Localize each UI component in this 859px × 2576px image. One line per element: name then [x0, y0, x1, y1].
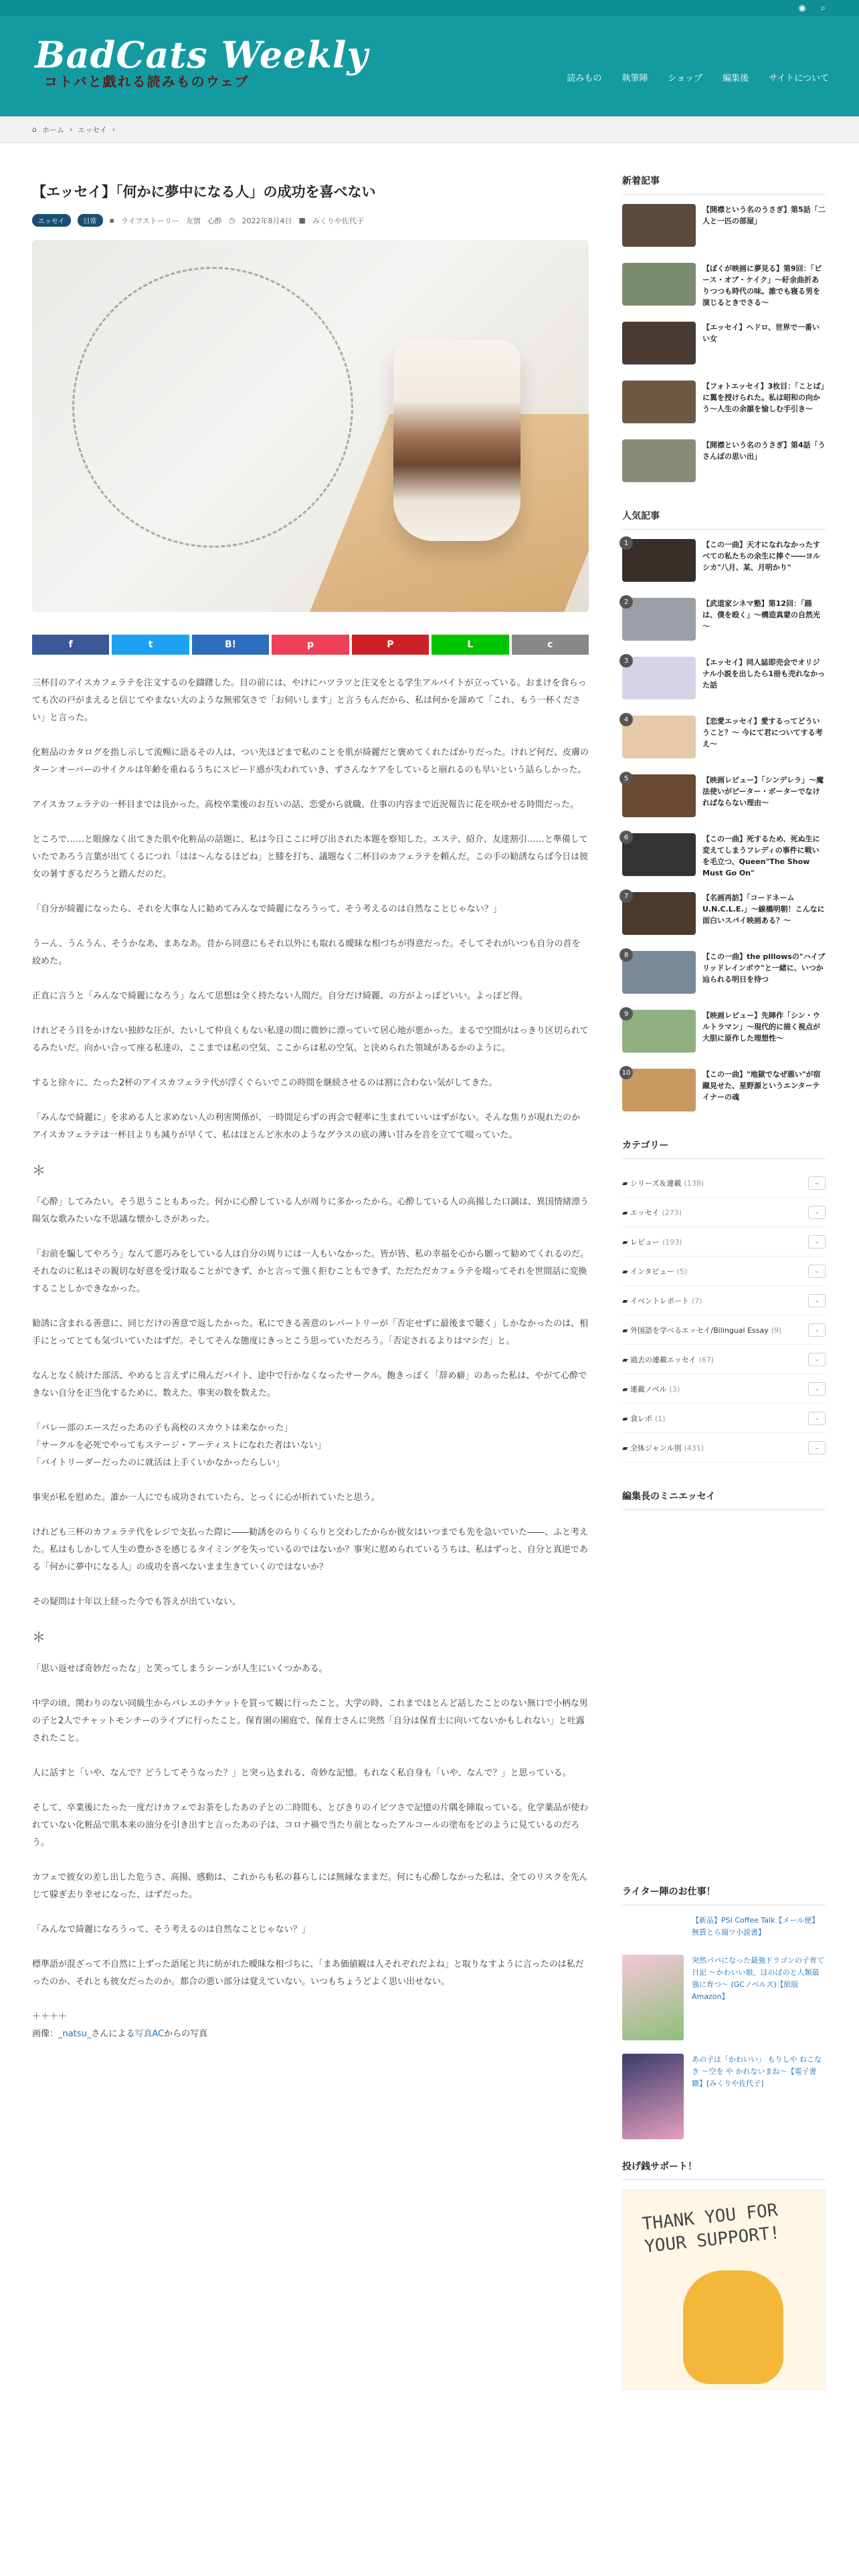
- rank-badge: 5: [619, 772, 633, 785]
- rank-badge: 7: [619, 889, 633, 903]
- post-title: 【名画再訪】「コードネーム U.N.C.L.E.」～線橋明朝！こんなに面白いスパイ映画ある？～: [702, 893, 825, 925]
- nav-item-reading[interactable]: 読みもの: [567, 74, 602, 84]
- sidebar: [622, 174, 826, 2390]
- category-count: (431): [684, 1443, 704, 1453]
- new-posts-list: [622, 204, 826, 489]
- post-thumbnail: [622, 1010, 696, 1053]
- folder-icon: ▰: [622, 1237, 630, 1247]
- logo-title: BadCats Weekly: [35, 33, 369, 76]
- category-tag[interactable]: 日常: [78, 214, 103, 227]
- paragraph: 勧誘に含まれる善意に、同じだけの善意で返したかった。私にできる善意のレパートリーが「否定せずに最後まで聴く」しかなかったのは、相手にとってとても気づいていたはずだ。そしてそんな態度にきっとこう思っていただろう。「否定されるよりはマシだ」と。: [32, 1319, 589, 1346]
- main-content: [32, 174, 589, 2060]
- post-title: 【恋愛エッセイ】愛するってどういうこと？～ 今にて君についてする考え～: [702, 717, 823, 748]
- list-item[interactable]: [622, 892, 826, 942]
- category-label: [622, 1295, 702, 1306]
- post-title: 【この一曲】天才になれなかったすべての私たちの余生に捧ぐ――ヨルシカ"八月、某、月明かり": [702, 540, 820, 572]
- chevron-down-icon[interactable]: ⌄: [808, 1382, 826, 1396]
- paragraph: カフェで彼女の差し出した危うさ、高揚、感動は、これからも私の暮らしには無縁なままだ。何にも心酔しなかった私は、全てのリスクを先んじて躱ぎ去り幸せになった、はずだった。: [32, 1872, 588, 1900]
- post-title: 【開襟という名のうさぎ】第5話「二人と一匹の部屋」: [702, 205, 826, 225]
- post-title: 【武道家シネマ塾】第12回：「踊は、僕を殴く」～構造真蒙の自然光～: [702, 599, 820, 631]
- paragraph: アイスカフェラテの一杯目までは良かった。高校卒業後のお互いの話、恋愛から就職、仕事の内容まで近況報告に花を咲かせる時間だった。: [32, 800, 579, 810]
- category-item[interactable]: [622, 1168, 826, 1198]
- folder-icon: ▰: [622, 1384, 630, 1394]
- paragraph: 「バレー部のエースだったあの子も高校のスカウトは来なかった」 「サークルを必死でやってもステージ・アーティストになれた者はいない」 「バイトリーダーだったのに就活は上手くいかなかったらしい」: [32, 1423, 326, 1468]
- category-item[interactable]: [622, 1286, 826, 1315]
- section-divider: ＊: [32, 1162, 45, 1178]
- list-item[interactable]: [622, 539, 826, 588]
- chevron-down-icon[interactable]: ⌄: [808, 1353, 826, 1366]
- rank-badge: 3: [619, 654, 633, 667]
- category-count: (7): [691, 1296, 702, 1305]
- paragraph: すると徐々に、たった2杯のアイスカフェラテ代が浮くぐらいでこの時間を継続させるのは割に合わない気がしてきた。: [32, 1078, 498, 1088]
- list-item[interactable]: [622, 1010, 826, 1059]
- paragraph: 「思い返せば奇妙だったな」と笑ってしまうシーンが人生にいくつかある。: [32, 1664, 328, 1674]
- folder-icon: ▰: [622, 1355, 630, 1364]
- category-list: [622, 1168, 826, 1463]
- post-title: 【エッセイ】同人誌即売会でオリジナル小説を出したら1冊も売れなかった話: [702, 658, 826, 689]
- nav-item-about[interactable]: サイトについて: [769, 74, 829, 84]
- list-item[interactable]: [622, 657, 826, 706]
- post-title: 【映画レビュー】先陣作「シン・ウルトラマン」～現代的に描く視点が大胆に原作した理想性～: [702, 1011, 820, 1043]
- list-item[interactable]: [622, 322, 826, 371]
- paragraph: 事実が私を慰めた。誰か一人にでも成功されていたら、とっくに心が折れていたと思う。: [32, 1493, 380, 1503]
- rank-badge: 6: [619, 831, 633, 844]
- pocket-share-button[interactable]: p: [272, 635, 349, 655]
- post-thumbnail: [622, 539, 696, 582]
- author-name[interactable]: みくりや佐代子: [312, 216, 364, 225]
- rank-badge: 9: [619, 1007, 633, 1021]
- logo-subtitle: コトバと戯れる読みものウェブ: [44, 74, 250, 90]
- category-count: (193): [662, 1237, 682, 1247]
- list-item[interactable]: [622, 951, 826, 1000]
- popular-posts-list: [622, 539, 826, 1118]
- line-share-button[interactable]: L: [432, 635, 508, 655]
- list-item[interactable]: [622, 1915, 826, 1941]
- paragraph: 「お前を騙してやろう」なんて悪巧みをしている人は自分の周りには一人もいなかった。皆が皆、私の幸福を心から願って勧めてくれるのだ。それなのに私はその親切な好意を受け取ることができず、かと言って強く拒むこともできず、ただただカフェラテを啜ってそれを世間話に変換することしかできなかった。: [32, 1249, 589, 1294]
- keyword-tag[interactable]: 心酔: [207, 216, 222, 225]
- hatena-share-button[interactable]: B!: [192, 635, 269, 655]
- writer-works-heading: ライター陣のお仕事！: [622, 1885, 826, 1905]
- folder-icon: ▰: [622, 1178, 630, 1188]
- category-name: エッセイ: [630, 1208, 660, 1217]
- rank-badge: 2: [619, 595, 633, 609]
- paragraph: 「心酔」してみたい。そう思うこともあった。何かに心酔している人が周りに多かったから。心酔している人の高揚した口調は、異国情緒漂う陽気な歌みたいな不思議な懐かしさがあった。: [32, 1197, 589, 1224]
- chevron-down-icon[interactable]: ⌄: [808, 1294, 826, 1307]
- rss-icon[interactable]: ◉: [798, 3, 806, 13]
- post-thumbnail: [622, 774, 696, 817]
- home-icon: ⌂: [32, 125, 37, 134]
- list-item[interactable]: [622, 716, 826, 765]
- category-label: [622, 1384, 680, 1394]
- eyecatch-image: [32, 240, 589, 612]
- book-cover: [622, 1915, 684, 1941]
- book-cover: [622, 2054, 684, 2139]
- folder-icon: ▰: [622, 1296, 630, 1305]
- thank-you-text: THANK YOU FOR YOUR SUPPORT!: [641, 2200, 781, 2258]
- leaf-decoration: [72, 267, 353, 548]
- author-icon: ■: [298, 216, 306, 225]
- category-label: [622, 1207, 682, 1218]
- keyword-tag[interactable]: ライフストーリー: [120, 216, 179, 225]
- paragraph: 標準語が混ざって不自然に上ずった語尾と共に紡がれた曖昧な相づちに、「まあ価値観は人それぞれだよね」と取りなすように言ったのは私だったのか、それとも彼女だったのか。都合の悪い部分は覚えていない。いつもちょうどよく思い出せない。: [32, 1959, 584, 1987]
- category-count: (273): [662, 1208, 682, 1217]
- tip-heading: 投げ銭サポート！: [622, 2159, 826, 2180]
- post-thumbnail: [622, 598, 696, 641]
- post-thumbnail: [622, 263, 696, 306]
- chevron-down-icon[interactable]: ⌄: [808, 1265, 826, 1278]
- post-title: 【ぼくが映画に夢見る】第9回：「ピース・オブ・ケイク」～紆余曲折ありつつも時代の味。誰でも寝る男を演じるときでさる～: [702, 264, 822, 307]
- post-thumbnail: [622, 951, 696, 994]
- post-thumbnail: [622, 381, 696, 423]
- list-item[interactable]: [622, 263, 826, 312]
- keyword-tag[interactable]: 友情: [185, 216, 201, 225]
- end-mark: ＋＋＋＋: [32, 2012, 68, 2022]
- category-label: [622, 1237, 682, 1247]
- chevron-down-icon[interactable]: ⌄: [808, 1412, 826, 1425]
- category-label: [622, 1354, 714, 1365]
- search-icon[interactable]: ⌕: [820, 3, 826, 13]
- nav-item-shop[interactable]: ショップ: [668, 74, 703, 84]
- category-name: シリーズ＆連載: [630, 1178, 682, 1188]
- chevron-down-icon[interactable]: ⌄: [808, 1235, 826, 1249]
- writer-works-list: [622, 1915, 826, 2139]
- post-thumbnail: [622, 833, 696, 876]
- category-label: [622, 1178, 704, 1188]
- category-item[interactable]: [622, 1315, 826, 1345]
- category-item[interactable]: [622, 1374, 826, 1404]
- site-logo[interactable]: [35, 35, 369, 90]
- list-item[interactable]: [622, 381, 826, 430]
- category-label: [622, 1266, 687, 1277]
- category-name: イベントレポート: [630, 1296, 689, 1305]
- top-bar: [0, 0, 859, 16]
- paragraph: その疑問は十年以上経った今でも答えが出ていない。: [32, 1597, 242, 1607]
- paragraph: 人に話すと「いや、なんで？どうしてそうなった？」と突っ込まれる、奇妙な記憶。もれなく私自身も「いや、なんで？」と思っている。: [32, 1768, 571, 1778]
- folder-icon: ▰: [622, 1267, 630, 1276]
- book-cover: [622, 1955, 684, 2040]
- book-title[interactable]: あの子は「かわいい」 もりしや ねこなき ～空を や かれないまね～【電子書籍】[みくりや佐代子]: [692, 2055, 822, 2088]
- post-thumbnail: [622, 1069, 696, 1111]
- chevron-down-icon[interactable]: ⌄: [808, 1323, 826, 1337]
- paragraph: 化粧品のカタログを指し示して流暢に語るその人は、つい先ほどまで私のことを肌が綺麗だと褒めてくれたばかりだった。けれど何だ、皮膚のターンオーバーのサイクルは年齢を重ねるうちにスピード感が失われていき、ずさんなケアをしていると崩れるのも早いという話らしかった。: [32, 748, 589, 775]
- chevron-right-icon: ›: [69, 125, 73, 134]
- chevron-down-icon[interactable]: ⌄: [808, 1441, 826, 1455]
- rank-badge: 10: [619, 1066, 633, 1079]
- list-item[interactable]: [622, 1069, 826, 1118]
- copy-link-button[interactable]: c: [512, 635, 589, 655]
- article-body: [32, 675, 589, 2043]
- post-title: 【開襟という名のうさぎ】第4話「うさんぽの思い出」: [702, 441, 826, 461]
- folder-icon: ▰: [622, 1414, 630, 1423]
- rank-badge: 8: [619, 948, 633, 962]
- credit-label: からの写真: [164, 2029, 208, 2039]
- post-thumbnail: [622, 322, 696, 364]
- paragraph: ところで……と眼線なく出てきた肌や化粧品の話題に、私は今日ここに呼び出された本題を察知した。エステ、紹介、友達割引……と準備していたであろう言葉が出てくるにつれ「はは〜んなるほどね」と膝を打ち、議題なく二杯目のカフェラテを頼んだ。この手の勧誘ならば今日は彼女の暑すぎるだろうと踏んだのだ。: [32, 835, 589, 879]
- post-thumbnail: [622, 439, 696, 482]
- post-title: 【エッセイ】ヘドロ、世界で一番いい女: [702, 323, 820, 343]
- category-name: 外国語を学べるエッセイ/Bilingual Essay: [630, 1325, 769, 1335]
- rank-badge: 1: [619, 536, 633, 550]
- article-title: 【エッセイ】「何かに夢中になる人」の成功を喜べない: [32, 184, 376, 200]
- new-posts-heading: 新着記事: [622, 174, 826, 195]
- share-buttons: [32, 635, 589, 655]
- folder-icon: ▰: [622, 1208, 630, 1217]
- post-thumbnail: [622, 716, 696, 758]
- category-name: レビュー: [630, 1237, 660, 1247]
- breadcrumb-home[interactable]: ホーム: [41, 125, 64, 134]
- post-title: 【映画レビュー】「シンデレラ」～魔法使いがピーター・ボーターでなければならない理由～: [702, 776, 824, 807]
- post-title: 【フォトエッセイ】3枚目：「ことば」に翼を授けられた。私は昭和の向かう～人生の余韻を愉しむ手引き～: [702, 382, 825, 413]
- category-name: 食レポ: [630, 1414, 652, 1423]
- list-item[interactable]: [622, 204, 826, 253]
- cat-illustration: [683, 2270, 783, 2384]
- post-title: 【この一曲】死するため、死ぬ生に変えてしまうフレディの事件に戦いを毛立つ、Queen"The Show Must Go On": [702, 835, 820, 877]
- category-label: [622, 1413, 666, 1424]
- paragraph: 「自分が綺麗になったら、それを大事な人に勧めてみんなで綺麗になろうって、そう考えるのは自然なことじゃない？」: [32, 904, 502, 914]
- clock-icon: ◷: [228, 216, 235, 225]
- category-item[interactable]: [622, 1404, 826, 1433]
- list-item[interactable]: [622, 774, 826, 824]
- twitter-share-button[interactable]: t: [112, 635, 189, 655]
- paragraph: 三杯目のアイスカフェラテを注文するのを躊躇した。目の前には、やけにハツラツと注文をとる学生アルバイトが立っている。おまけを食らっても次の戸がまえると信じてやまない大のような無邪気さで「お伺いします」と言うもんだから、私は何かを諦めて「これ、もう一杯ください」と言った。: [32, 678, 587, 723]
- folder-icon: ▰: [622, 1443, 630, 1453]
- post-date: 2022年8月4日: [242, 216, 292, 225]
- paragraph: なんとなく続けた部活、やめると言えずに飛んだバイト、途中で行かなくなったサークル。飽きっぽく「辞め癖」のあった私は、やがて心酔できない自分を正当化するために、数えた。事実の数を数えた。: [32, 1371, 587, 1398]
- paragraph: けれどそう目をかけない独紗な圧が、たいして仲良くもない私達の間に微妙に漂っていて居心地が悪かった。まるで空間がはっきり区切られてるみたいだ。向かい合って座る私達の、ここまでは私の空気、ここからは私の空気、と決められた領域があるかのように。: [32, 1026, 589, 1053]
- category-item[interactable]: [622, 1433, 826, 1463]
- book-title[interactable]: 突然パパになった最強ドラゴンの子育て日記 ～かわいい娘、ほのぼのと人類最強に育つ～ (GCノベルズ)【紙版Amazon】: [692, 1956, 824, 2001]
- breadcrumb: [0, 116, 859, 143]
- chevron-down-icon[interactable]: ⌄: [808, 1176, 826, 1190]
- category-count: (67): [698, 1355, 714, 1364]
- pinterest-share-button[interactable]: P: [352, 635, 429, 655]
- facebook-share-button[interactable]: f: [32, 635, 109, 655]
- category-item[interactable]: [622, 1345, 826, 1374]
- list-item[interactable]: [622, 1955, 826, 2040]
- credit-label: 画像：: [32, 2029, 59, 2039]
- paragraph: うーん、うんうん、そうかなあ、まあなあ。昔から同意にもそれ以外にも取れる曖昧な相づちが得意だった。そしてそれがいつも自分の首を絞めた。: [32, 939, 581, 966]
- cafe-latte-glass: [393, 340, 520, 541]
- list-item[interactable]: [622, 439, 826, 489]
- nav-item-editor[interactable]: 編集後: [723, 74, 749, 84]
- category-label: [622, 1442, 704, 1453]
- category-name: 全体ジャンル別: [630, 1443, 682, 1453]
- book-title[interactable]: 【新品】PSI Coffee Talk【メール便】無賃とら瑞ツ小説書】: [692, 1916, 820, 1937]
- category-name: インタビュー: [630, 1267, 674, 1276]
- post-thumbnail: [622, 892, 696, 935]
- post-thumbnail: [622, 657, 696, 700]
- breadcrumb-current[interactable]: エッセイ: [78, 125, 107, 134]
- rank-badge: 4: [619, 713, 633, 726]
- global-nav: [567, 71, 829, 84]
- category-item[interactable]: [622, 1198, 826, 1227]
- post-title: 【この一曲】the pillowsの"ハイブリッドレインボウ"と一緒に、いつか辿られる明日を待つ: [702, 952, 826, 984]
- folder-icon: ▰: [622, 1325, 630, 1335]
- nav-item-writers[interactable]: 執筆陣: [622, 74, 648, 84]
- category-heading: カテゴリー: [622, 1138, 826, 1159]
- category-item[interactable]: [622, 1227, 826, 1257]
- category-label: [622, 1325, 781, 1335]
- chevron-right-icon: ›: [112, 125, 116, 134]
- paragraph: そして、卒業後にたった一度だけカフェでお茶をしたあの子との二時間も、とびきりのイビツさで記憶の片隅を陣取っている。化学薬品が使われていない化粧品で肌本来の油分を引き出すと言ったあの子は、コロナ禍で当たり前となったアルコールの塗布をどのように見ているのだろう。: [32, 1803, 589, 1848]
- photo-credit: [32, 2026, 589, 2043]
- category-count: (138): [684, 1178, 704, 1188]
- category-name: 連載ノベル: [630, 1384, 667, 1394]
- paragraph: 「みんなで綺麗になろうって、そう考えるのは自然なことじゃない？」: [32, 1925, 310, 1935]
- category-count: (5): [676, 1267, 688, 1276]
- chevron-down-icon[interactable]: ⌄: [808, 1206, 826, 1219]
- post-thumbnail: [622, 204, 696, 247]
- tag-icon: ▪: [109, 216, 114, 225]
- section-divider: ＊: [32, 1629, 45, 1645]
- credit-site-link[interactable]: 写真AC: [134, 2029, 165, 2039]
- paragraph: 正直に言うと「みんなで綺麗になろう」なんて思想は全く持たない人間だ。自分だけ綺麗、の方がよっぽどいい。よっぽど得。: [32, 991, 529, 1001]
- post-title: 【この一曲】"地獄でなぜ悪い"が宿蹴見せた、星野源というエンターテイナーの魂: [702, 1070, 821, 1101]
- popular-posts-heading: 人気記事: [622, 509, 826, 530]
- credit-label: さんによる: [91, 2029, 135, 2039]
- category-item[interactable]: [622, 1257, 826, 1286]
- category-count: (1): [654, 1414, 666, 1423]
- paragraph: 「みんなで綺麗に」を求める人と求めない人の利害関係が、一時間足らずの再会で軽率に生まれていいはずがない。そんな焦りが現れたのかアイスカフェラテは一杯目よりも減りが早くて、私はほとんど氷水のようなグラスの底の薄い甘みを音を立てて啜っていた。: [32, 1113, 581, 1140]
- list-item[interactable]: [622, 598, 826, 647]
- paragraph: けれども三杯のカフェラテ代をレジで支払った際に――勧誘をのらりくらりと交わしたからか彼女はいつまでも先を急いでいた――、ふと考えた。私はもしかして人生の豊かさを感じるタイミングを失っているのではないか？事実に慰められているうちは、私はずっと、自分と真逆である「何かに夢中になる人」の成功を喜べないまま生きていくのではないか？: [32, 1527, 589, 1572]
- category-count: (9): [771, 1325, 782, 1335]
- list-item[interactable]: [622, 833, 826, 883]
- tip-support-banner[interactable]: [622, 2189, 826, 2390]
- category-count: (3): [669, 1384, 680, 1394]
- site-header: [0, 16, 859, 116]
- category-tag[interactable]: エッセイ: [32, 214, 71, 227]
- list-item[interactable]: [622, 2054, 826, 2139]
- category-name: 過去の連載エッセイ: [630, 1355, 696, 1364]
- article-meta: [32, 214, 589, 227]
- paragraph: 中学の頃、関わりのない同級生からバレエのチケットを買って観に行ったこと。大学の時、これまでほとんど話したことのない無口で小柄な男の子と2人でチャットモンチーのライブに行ったこと。保育園の園庭で、保育士さんに突然「自分は保育士に向いてないかもしれない」と吐露されたこと。: [32, 1699, 588, 1743]
- credit-user-link[interactable]: _natsu_: [58, 2029, 92, 2039]
- editor-essay-heading: 編集長のミニエッセイ: [622, 1489, 826, 1510]
